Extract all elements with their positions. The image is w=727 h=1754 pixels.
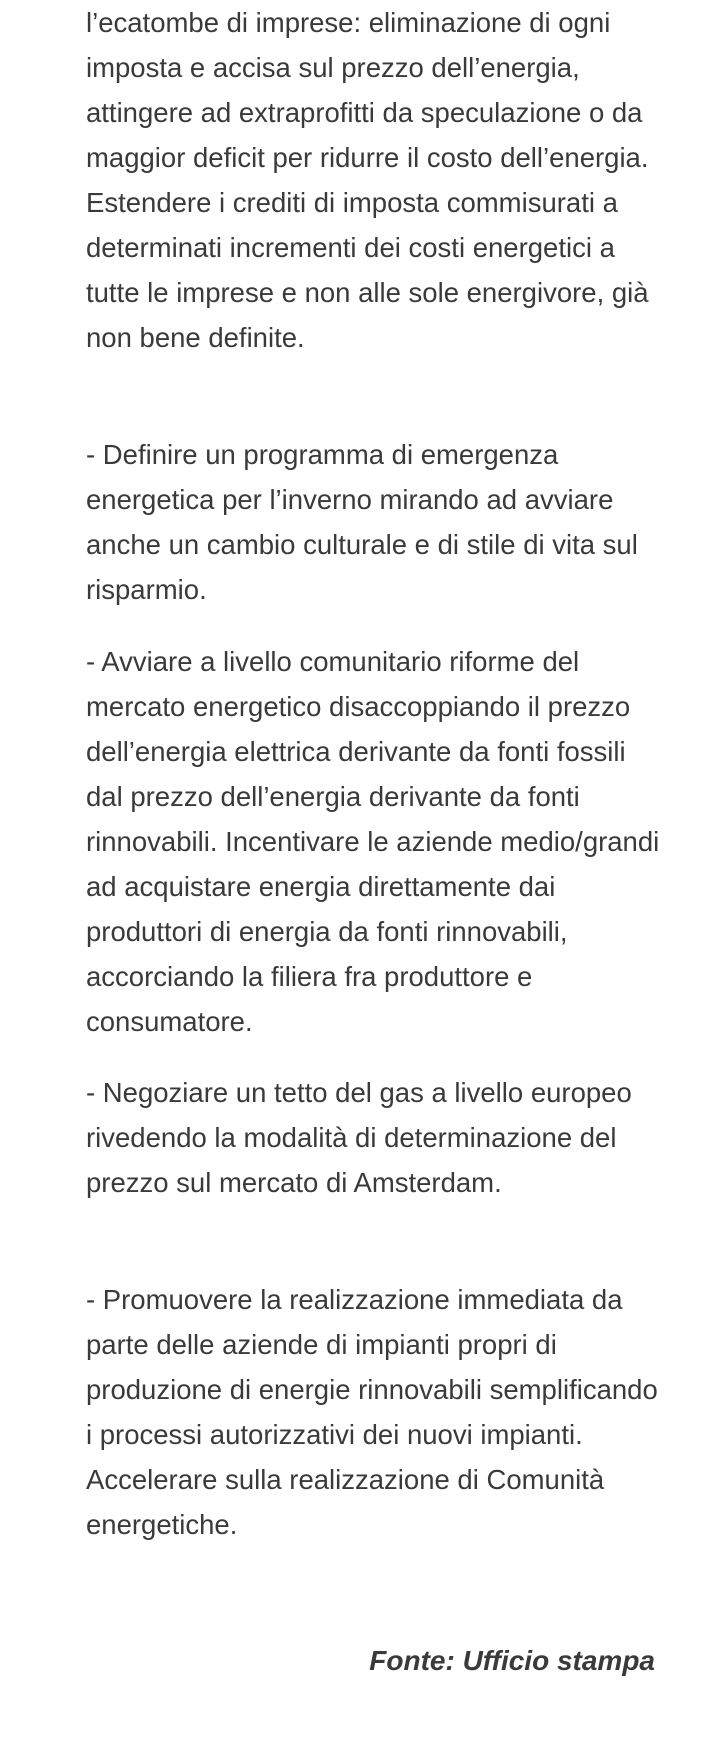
article-paragraph: - Promuovere la realizzazione immediata da parte delle aziende di impianti propri di produzione di energie rinnovabili semplificando i processi autorizzativi dei nuovi impianti. Accelerare sulla realizzazione di Comunità energetiche. bbox=[86, 1284, 658, 1540]
article-paragraph: - Definire un programma di emergenza energetica per l’inverno mirando ad avviare anche un cambio culturale e di stile di vita sul risparmio. bbox=[86, 439, 638, 605]
article-paragraph: - Negoziare un tetto del gas a livello europeo rivedendo la modalità di determinazione del prezzo sul mercato di Amsterdam. bbox=[86, 1077, 632, 1198]
article-paragraph: - Avviare a livello comunitario riforme del mercato energetico disaccoppiando il prezzo dell’energia elettrica derivante da fonti fossili dal prezzo dell’energia derivante da fonti rinnovabili. Incentivare le aziende medio/grandi ad acquistare energia direttamente dai produttori di energia da fonti rinnovabili, accorciando la filiera fra produttore e consumatore. bbox=[86, 646, 660, 1037]
article-paragraph: l’ecatombe di imprese: eliminazione di ogni imposta e accisa sul prezzo dell’energia, attingere ad extraprofitti da speculazione o da maggior deficit per ridurre il costo dell’energia. Estendere i crediti di imposta commisurati a determinati incrementi dei costi energetici a tutte le imprese e non alle sole energivore, già non bene definite. bbox=[86, 7, 649, 353]
source-credit: Fonte: Ufficio stampa bbox=[369, 1645, 655, 1676]
